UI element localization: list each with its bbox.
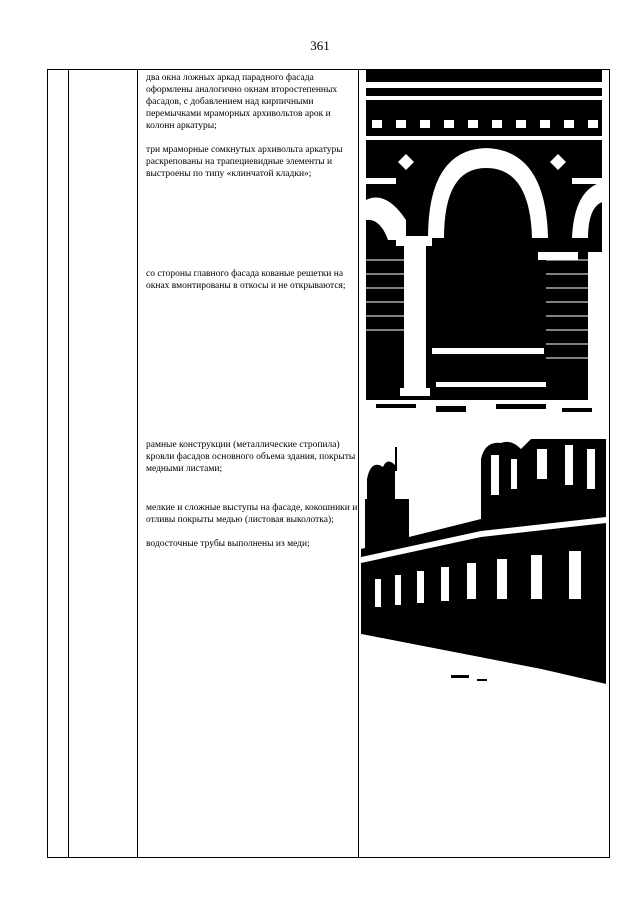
- paragraph-archivolts: три мраморные сомкнутых архивольта аркатуры раскрепованы на трапециевидные элементы и выстроены по типу «клинчатой кладки»;: [146, 145, 343, 179]
- paragraph-false-arcades: два окна ложных аркад парадного фасада оформлены аналогично окнам второстепенных фасадов, с добавлением над кирпичными перемычками мраморных архивольтов арок и колонн аркатуры;: [146, 73, 338, 131]
- paragraph-copper-flashing: мелкие и сложные выступы на фасаде, кокошники и отливы покрыты медью (листовая выколотка);: [146, 503, 358, 525]
- paragraph-roof-structures: рамные конструкции (металлические стропила) кровли фасадов основного объема здания, покрыты медными листами;: [146, 440, 356, 474]
- paragraph-downpipes: водосточные трубы выполнены из меди;: [146, 539, 310, 549]
- facade-arch-photo: [366, 70, 602, 419]
- document-table: [47, 69, 610, 858]
- column-divider-1: [68, 70, 69, 857]
- page-number: 361: [310, 38, 330, 53]
- paragraph-window-grilles: со стороны главного фасада кованые решетки на окнах вмонтированы в откосы и не открываются;: [146, 269, 346, 291]
- column-divider-3: [358, 70, 359, 857]
- column-divider-2: [137, 70, 138, 857]
- building-perspective-photo: [361, 439, 606, 689]
